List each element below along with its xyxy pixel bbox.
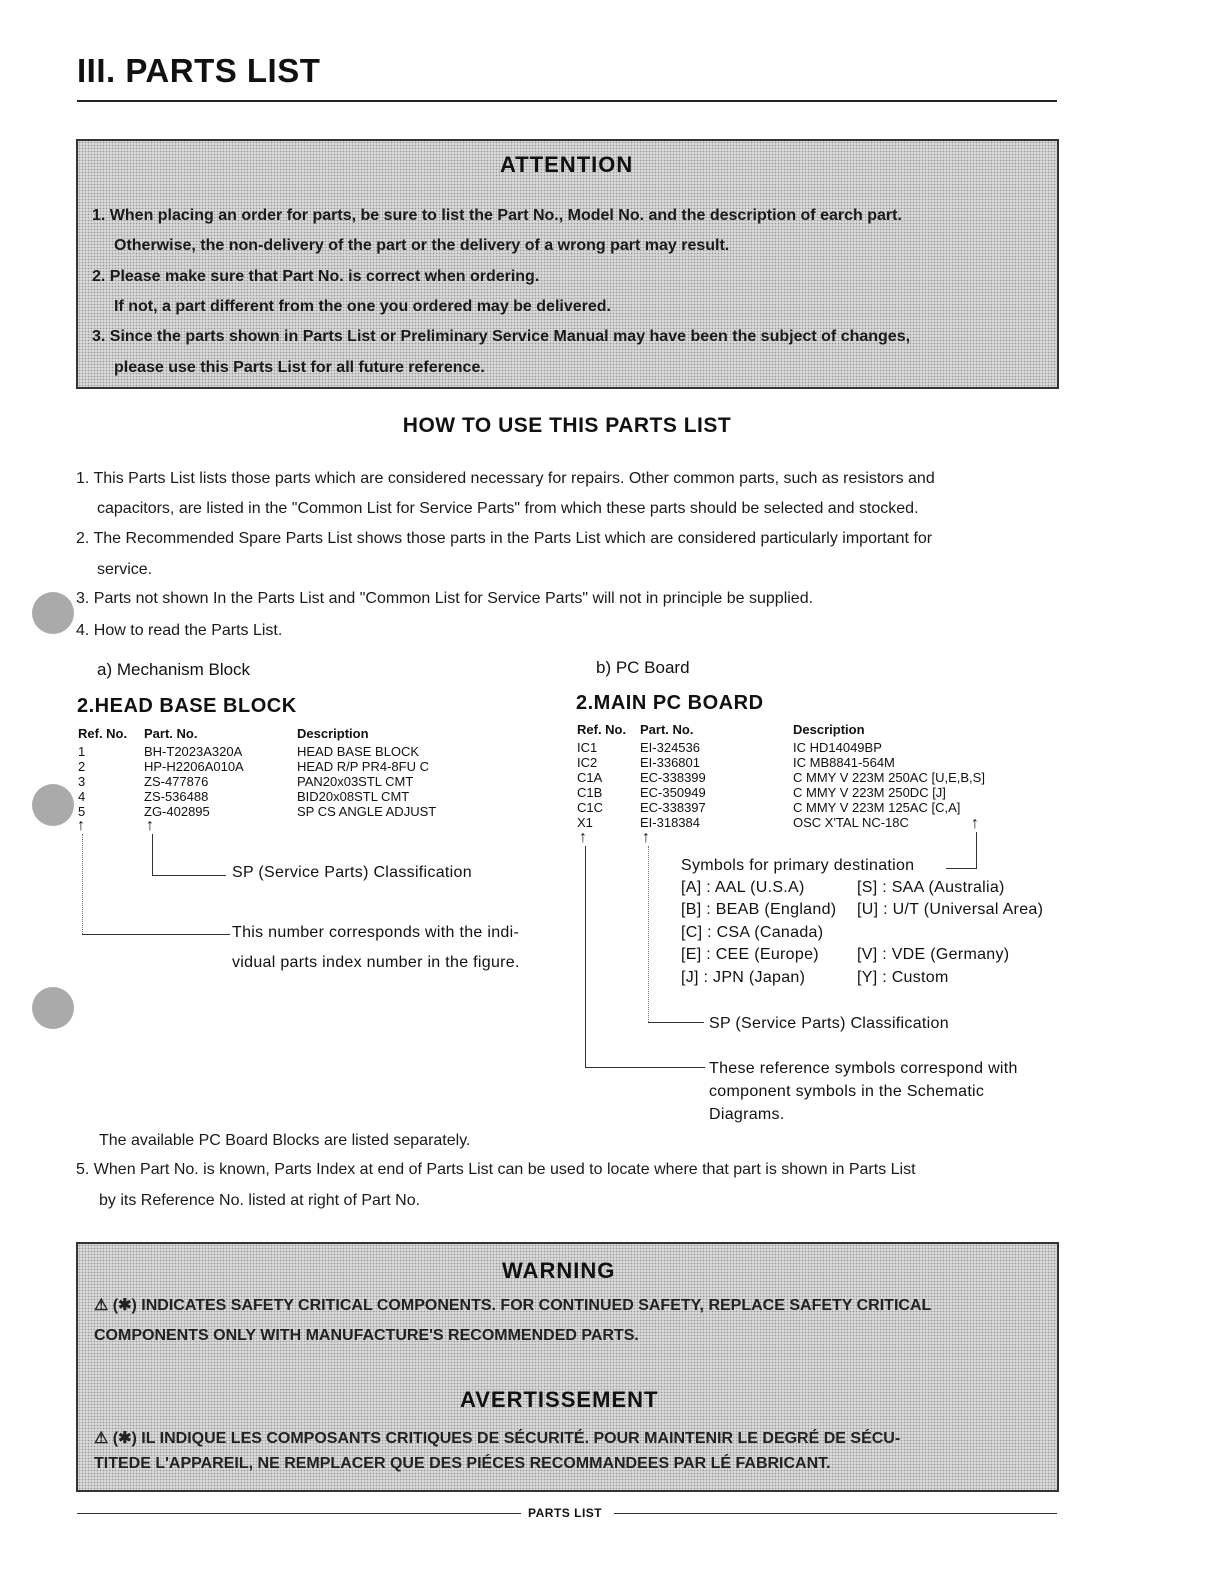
table-cell: IC2 [577,755,598,770]
table-cell: ZG-402895 [144,804,210,819]
example-b-label: b) PC Board [596,658,690,677]
example-a-index-annotation-2: vidual parts index number in the figure. [232,954,520,971]
attention-heading: ATTENTION [500,152,634,177]
attention-line-4: If not, a part different from the one you ordered may be delivered. [114,298,611,315]
warning-box [76,1242,1059,1492]
attention-line-2: Otherwise, the non-delivery of the part or the delivery of a wrong part may result. [114,237,730,254]
howto-item-2a: 2. The Recommended Spare Parts List shows those parts in the Parts List which are considered particularly important for [76,530,933,547]
table-cell: 3 [78,774,86,789]
leader-line [585,846,586,1068]
footer-rule-left [77,1513,521,1514]
warning-line-4: TITEDE L'APPAREIL, NE REMPLACER QUE DES PIÉCES RECOMMANDEES PAR LÉ FABRICANT. [94,1455,831,1472]
howto-item-1b: capacitors, are listed in the "Common List for Service Parts" from which these parts should be selected and stocked. [97,500,919,517]
table-cell: PAN20x03STL CMT [297,774,414,789]
table-cell: IC1 [577,740,598,755]
example-b-ref-annotation-3: Diagrams. [709,1106,785,1123]
example-b-ref-annotation-2: component symbols in the Schematic [709,1083,985,1100]
destination-c: [C] : CSA (Canada) [681,924,824,941]
table-cell: 4 [78,789,86,804]
table-cell: C1A [577,770,603,785]
table-cell: C1B [577,785,603,800]
leader-line [648,1022,704,1023]
table-cell: 5 [78,804,86,819]
table-cell: ZS-536488 [144,789,209,804]
binder-hole [32,592,74,634]
arrow-up-icon: ↑ [971,815,979,832]
table-cell: EC-350949 [640,785,706,800]
footer-label: PARTS LIST [528,1506,603,1520]
warning-line-1: ⚠ (✱) INDICATES SAFETY CRITICAL COMPONENTS. FOR CONTINUED SAFETY, REPLACE SAFETY CRITICAL [94,1297,932,1314]
table-cell: 2 [78,759,86,774]
table-cell: BH-T2023A320A [144,744,243,759]
howto-item-3: 3. Parts not shown In the Parts List and "Common List for Service Parts" will not in principle be supplied. [76,590,814,607]
destination-u: [U] : U/T (Universal Area) [857,901,1044,918]
attention-line-1: 1. When placing an order for parts, be sure to list the Part No., Model No. and the description of earch part. [92,207,902,224]
example-a-index-annotation-1: This number corresponds with the indi- [232,924,520,941]
binder-hole [32,784,74,826]
avertissement-heading: AVERTISSEMENT [460,1387,659,1412]
leader-line [152,834,153,876]
example-b-sp-annotation: SP (Service Parts) Classification [709,1015,949,1032]
arrow-up-icon: ↑ [77,817,85,834]
arrow-up-icon: ↑ [579,829,587,846]
destination-y: [Y] : Custom [857,969,949,986]
destination-v: [V] : VDE (Germany) [857,946,1010,963]
leader-line [585,1067,705,1068]
attention-box [76,139,1059,389]
destination-s: [S] : SAA (Australia) [857,879,1005,896]
col-header-part: Part. No. [144,726,198,741]
table-cell: C1C [577,800,604,815]
howto-item-1a: 1. This Parts List lists those parts which are considered necessary for repairs. Other common parts, such as resistors and [76,470,935,487]
table-cell: C MMY V 223M 250AC [U,E,B,S] [793,770,985,785]
col-header-ref: Ref. No. [78,726,128,741]
howto-item-4: 4. How to read the Parts List. [76,622,283,639]
binder-hole [32,987,74,1029]
col-header-part: Part. No. [640,722,694,737]
warning-heading: WARNING [502,1258,616,1283]
leader-line [152,875,226,876]
table-cell: EI-324536 [640,740,700,755]
table-cell: HEAD R/P PR4-8FU C [297,759,429,774]
howto-item-2b: service. [97,561,153,578]
warning-line-3: ⚠ (✱) IL INDIQUE LES COMPOSANTS CRITIQUES DE SÉCURITÉ. POUR MAINTENIR LE DEGRÉ DE SÉCU- [94,1430,901,1447]
table-cell: EC-338399 [640,770,706,785]
table-cell: EC-338397 [640,800,706,815]
example-a-block-title: 2.HEAD BASE BLOCK [77,695,297,717]
attention-line-5: 3. Since the parts shown in Parts List or Preliminary Service Manual may have been the subject of changes, [92,328,911,345]
col-header-desc: Description [793,722,865,737]
example-a-label: a) Mechanism Block [97,660,251,679]
warning-line-2: COMPONENTS ONLY WITH MANUFACTURE'S RECOMMENDED PARTS. [94,1327,639,1344]
table-cell: HEAD BASE BLOCK [297,744,420,759]
destination-e: [E] : CEE (Europe) [681,946,819,963]
attention-line-6: please use this Parts List for all future reference. [114,359,485,376]
col-header-desc: Description [297,726,369,741]
attention-line-3: 2. Please make sure that Part No. is correct when ordering. [92,268,540,285]
howto-heading: HOW TO USE THIS PARTS LIST [402,414,732,437]
table-cell: C MMY V 223M 250DC [J] [793,785,946,800]
arrow-up-icon: ↑ [642,829,650,846]
leader-line [648,846,649,1022]
table-cell: SP CS ANGLE ADJUST [297,804,437,819]
example-a-table [78,726,518,826]
table-cell: OSC X'TAL NC-18C [793,815,909,830]
table-cell: EI-336801 [640,755,700,770]
table-cell: C MMY V 223M 125AC [C,A] [793,800,961,815]
table-cell: EI-318384 [640,815,700,830]
col-header-ref: Ref. No. [577,722,627,737]
pc-board-note: The available PC Board Blocks are listed separately. [99,1132,471,1149]
arrow-up-icon: ↑ [146,817,154,834]
howto-item-5a: 5. When Part No. is known, Parts Index at end of Parts List can be used to locate where that part is shown in Parts List [76,1161,916,1178]
table-cell: BID20x08STL CMT [297,789,410,804]
footer-rule-right [614,1513,1057,1514]
table-cell: ZS-477876 [144,774,209,789]
title-rule [77,100,1057,102]
destination-b: [B] : BEAB (England) [681,901,837,918]
example-b-ref-annotation-1: These reference symbols correspond with [709,1060,1018,1077]
leader-line [976,832,977,868]
page-title: III. PARTS LIST [77,52,321,89]
table-cell: IC MB8841-564M [793,755,895,770]
destination-heading: Symbols for primary destination [681,857,915,874]
example-a-sp-annotation: SP (Service Parts) Classification [232,864,472,881]
leader-line [82,934,230,935]
example-b-block-title: 2.MAIN PC BOARD [576,692,764,714]
destination-j: [J] : JPN (Japan) [681,969,806,986]
table-cell: HP-H2206A010A [144,759,244,774]
leader-line [946,868,977,869]
leader-line [82,834,83,934]
table-cell: 1 [78,744,86,759]
table-cell: X1 [577,815,593,830]
table-cell: IC HD14049BP [793,740,882,755]
howto-item-5b: by its Reference No. listed at right of Part No. [99,1192,421,1209]
destination-a: [A] : AAL (U.S.A) [681,879,805,896]
